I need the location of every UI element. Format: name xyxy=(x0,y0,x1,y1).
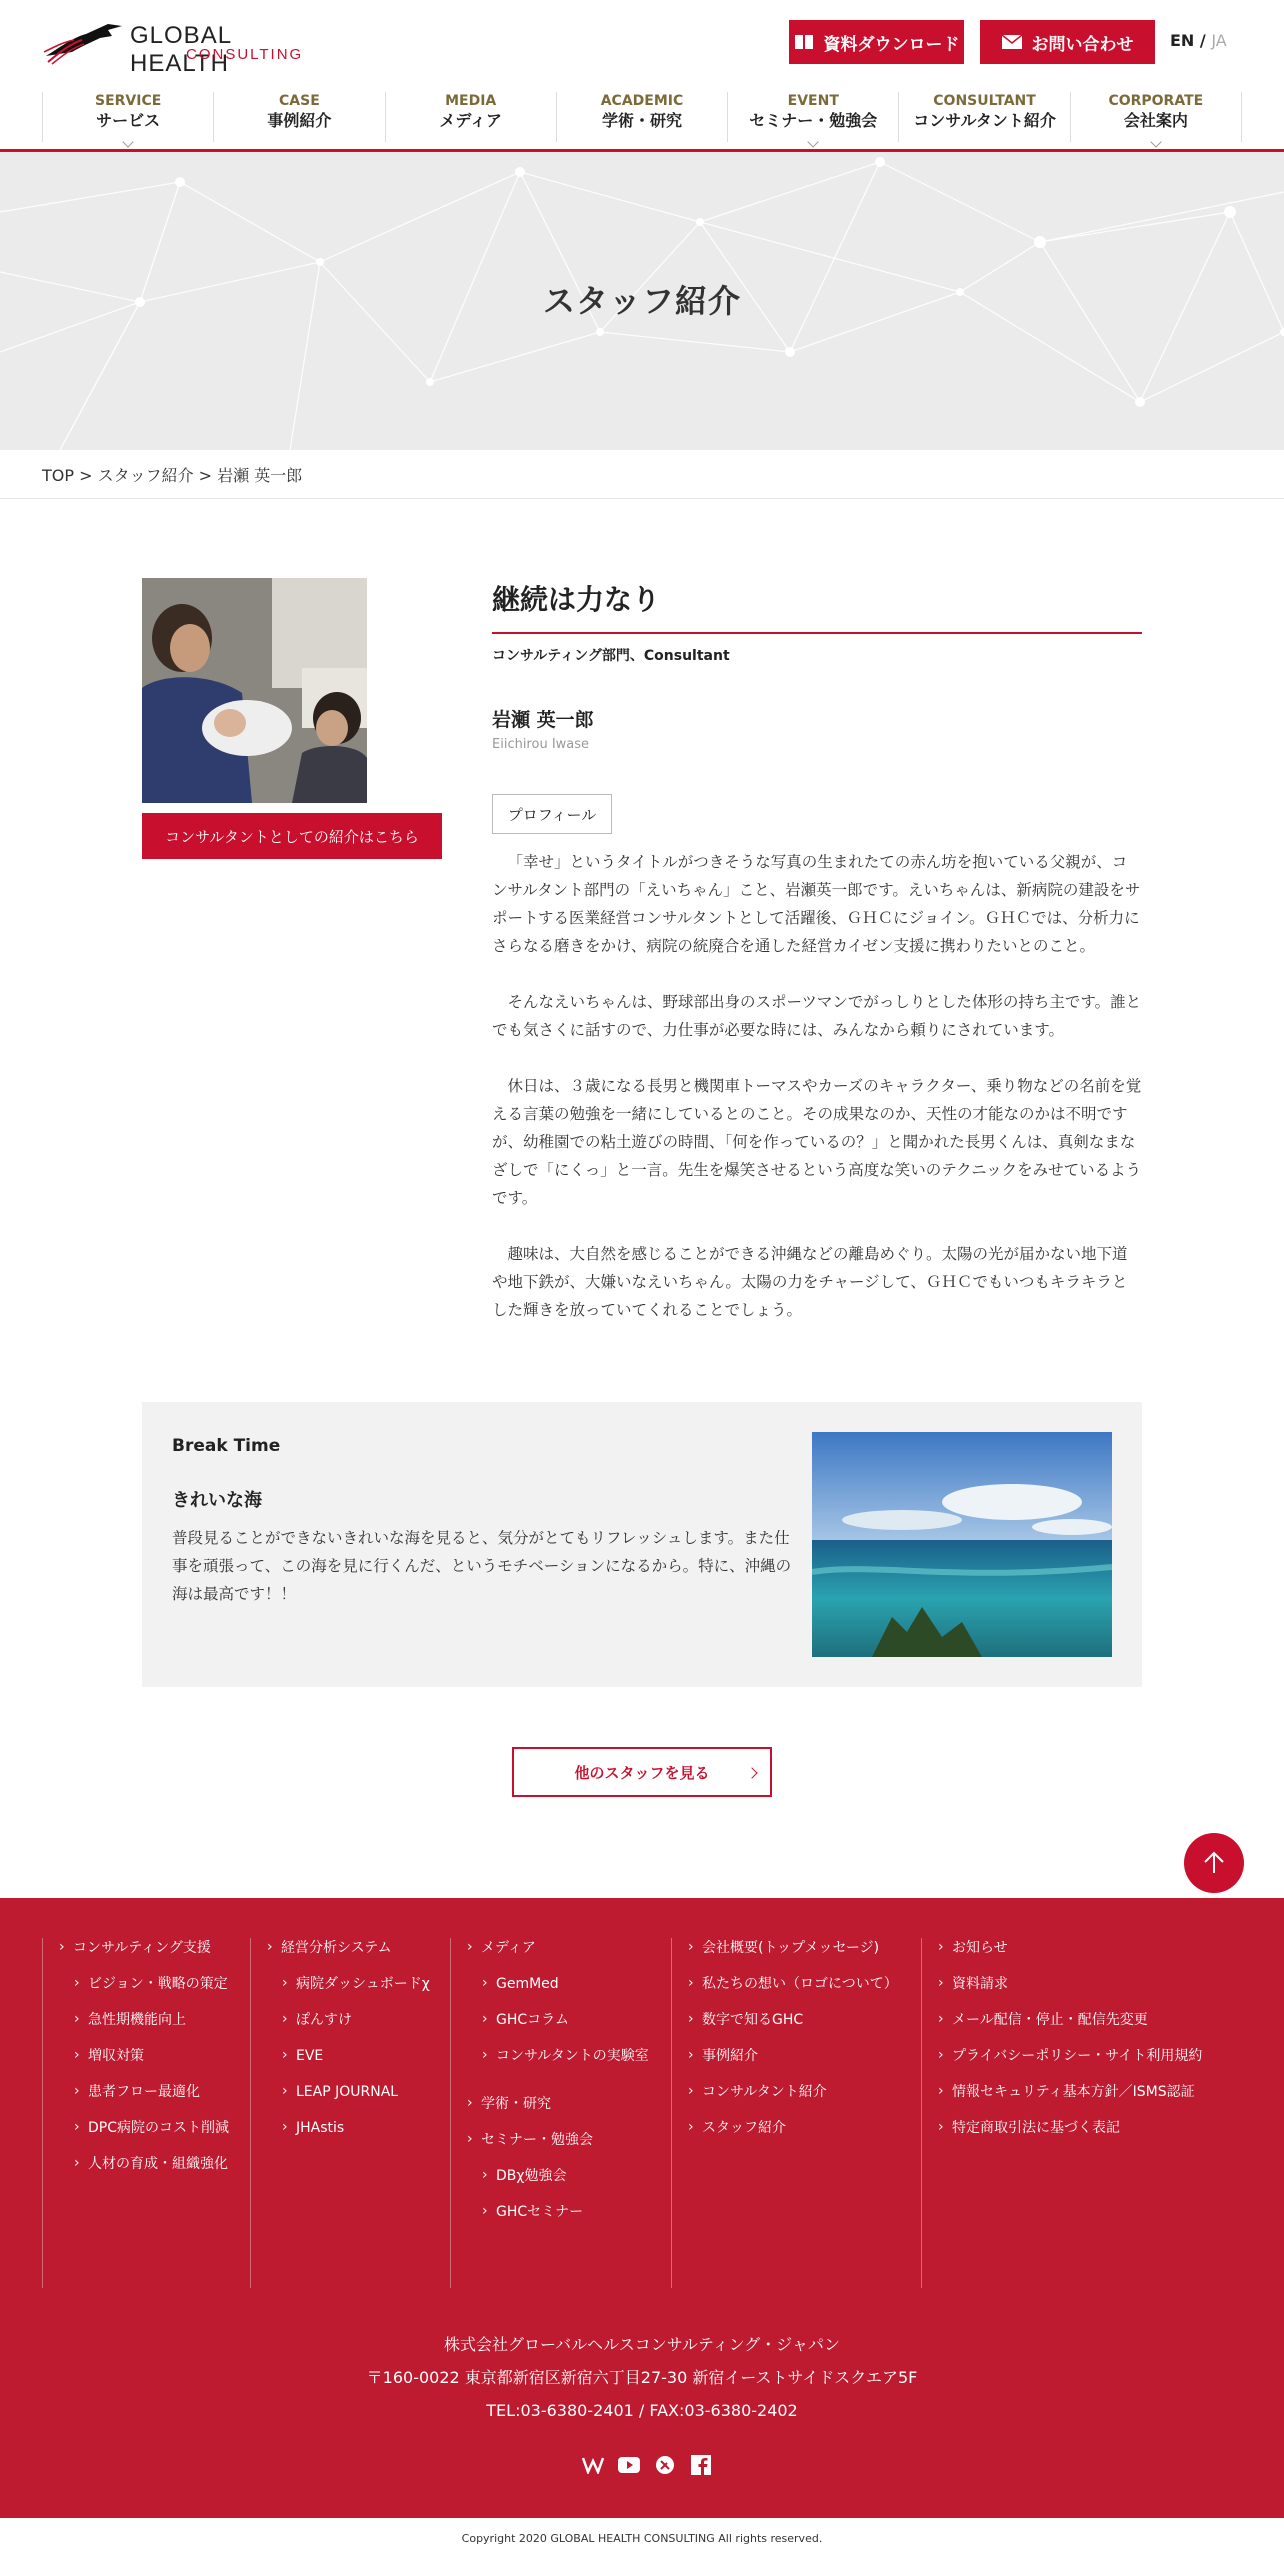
chevron-down-icon xyxy=(122,136,133,147)
consultant-profile-button[interactable]: コンサルタントとしての紹介はこちら xyxy=(142,813,442,859)
blog-icon[interactable] xyxy=(654,2454,676,2476)
social-links xyxy=(582,2454,712,2476)
page-title: スタッフ紹介 xyxy=(542,282,741,320)
profile-paragraph: そんなえいちゃんは、野球部出身のスポーツマンでがっしりとした体形の持ち主です。誰とでも気さくに話すので、力仕事が必要な時には、みんなから頼りにされています。 xyxy=(492,993,1142,1039)
profile-paragraph: 趣味は、大自然を感じることができる沖縄などの離島めぐり。太陽の光が届かない地下道や地下鉄が、大嫌いなえいちゃん。太陽の力をチャージして、ＧＨＣでもいつもキラキラとした輝きを放っていてくれることでしょう。 xyxy=(492,1245,1128,1319)
company-info xyxy=(0,2328,1284,2427)
divider xyxy=(0,498,1284,499)
footer-link[interactable]: › ぽんすけ xyxy=(282,2010,450,2030)
profile-body xyxy=(492,848,1142,1352)
footer-link[interactable]: › EVE xyxy=(282,2046,450,2066)
wordpress-icon[interactable] xyxy=(582,2454,604,2476)
book-icon xyxy=(794,33,814,51)
facebook-icon[interactable] xyxy=(690,2454,712,2476)
nav-jp-label: 学術・研究 xyxy=(601,111,682,130)
nav-en-label: CORPORATE xyxy=(1108,93,1204,109)
main-nav xyxy=(42,92,1242,142)
footer-column-company xyxy=(671,1938,921,2288)
footer-link[interactable]: › 経営分析システム xyxy=(267,1938,450,1958)
break-time-title: きれいな海 xyxy=(172,1490,262,1511)
nav-item-media[interactable] xyxy=(385,92,556,142)
footer-link[interactable]: › 人材の育成・組織強化 xyxy=(74,2154,250,2174)
nav-item-case[interactable] xyxy=(213,92,384,142)
footer-link[interactable]: › 学術・研究 xyxy=(467,2094,671,2114)
footer-link[interactable]: › DPC病院のコスト削減 xyxy=(74,2118,250,2138)
site-header xyxy=(0,0,1284,152)
break-time-text: 普段見ることができないきれいな海を見ると、気分がとてもリフレッシュします。また仕事を頑張って、この海を見に行くんだ、というモチベーションになるから。特に、沖縄の海は最高です！！ xyxy=(172,1529,792,1603)
staff-name-en: Eiichirou Iwase xyxy=(492,737,590,752)
staff-photo xyxy=(142,578,367,803)
footer-column-consulting xyxy=(42,1938,250,2288)
logo[interactable] xyxy=(42,16,312,77)
breadcrumb[interactable]: TOP > スタッフ紹介 > 岩瀬 英一郎 xyxy=(42,466,303,485)
chevron-down-icon xyxy=(1150,136,1161,147)
nav-jp-label: 事例紹介 xyxy=(267,111,332,130)
nav-en-label: ACADEMIC xyxy=(600,93,684,109)
footer-link[interactable]: › 急性期機能向上 xyxy=(74,2010,250,2030)
lang-en-link[interactable]: EN xyxy=(1170,31,1195,50)
footer-column-info xyxy=(921,1938,1224,2288)
nav-en-label: CASE xyxy=(279,93,320,109)
language-switcher xyxy=(1170,31,1227,50)
footer-link[interactable]: › メディア xyxy=(467,1938,671,1958)
profile-paragraph: 休日は、３歳になる長男と機関車トーマスやカーズのキャラクター、乗り物などの名前を覚える言葉の勉強を一緒にしているとのこと。その成果なのか、天性の才能なのかは不明ですが、幼稚園での粘土遊びの時間、「何を作っているの？」と聞かれた長男くんは、真剣なまなざしで「にくっ」と一言。先生を爆笑させるという高度な笑いのテクニックをみせているようです。 xyxy=(492,1077,1142,1207)
sea-photo-image xyxy=(812,1432,1112,1657)
logo-subtext: CONSULTING xyxy=(186,46,304,63)
department: コンサルティング部門、Consultant xyxy=(492,648,730,664)
nav-item-event[interactable] xyxy=(727,92,898,142)
nav-item-academic[interactable] xyxy=(556,92,727,142)
footer-link[interactable]: › 特定商取引法に基づく表記 xyxy=(938,2118,1224,2138)
download-button[interactable] xyxy=(789,20,964,64)
nav-jp-label: セミナー・勉強会 xyxy=(749,111,878,130)
footer-link[interactable]: › セミナー・勉強会 xyxy=(467,2130,671,2150)
footer-link[interactable]: › コンサルタントの実験室 xyxy=(482,2046,671,2066)
nav-jp-label: メディア xyxy=(439,111,503,130)
company-name: 株式会社グローバルヘルスコンサルティング・ジャパン xyxy=(443,2335,840,2354)
lang-ja-link[interactable]: JA xyxy=(1211,31,1227,50)
footer-column-systems xyxy=(250,1938,450,2288)
footer-link[interactable]: › プライバシーポリシー・サイト利用規約 xyxy=(938,2046,1224,2066)
break-time-photo xyxy=(812,1432,1112,1657)
footer-link[interactable]: › メール配信・停止・配信先変更 xyxy=(938,2010,1224,2030)
footer-column-media xyxy=(450,1938,671,2288)
nav-jp-label: コンサルタント紹介 xyxy=(913,111,1056,130)
footer-link[interactable]: › 患者フロー最適化 xyxy=(74,2082,250,2102)
footer-link[interactable]: › 数字で知るGHC xyxy=(688,2010,921,2030)
footer-link[interactable]: › LEAP JOURNAL xyxy=(282,2082,450,2102)
footer-link[interactable]: › GHCコラム xyxy=(482,2010,671,2030)
download-label: 資料ダウンロード xyxy=(823,34,960,55)
mail-icon xyxy=(1002,34,1022,50)
staff-name: 岩瀬 英一郎 xyxy=(492,709,594,731)
footer-link[interactable]: › 会社概要(トップメッセージ) xyxy=(688,1938,921,1958)
nav-en-label: MEDIA xyxy=(445,93,497,109)
copyright: Copyright 2020 GLOBAL HEALTH CONSULTING All rights reserved. xyxy=(461,2532,823,2545)
footer-link[interactable]: › 増収対策 xyxy=(74,2046,250,2066)
lang-separator: / xyxy=(1194,31,1212,50)
site-footer xyxy=(0,1898,1284,2518)
footer-link[interactable]: › JHAstis xyxy=(282,2118,450,2138)
contact-button[interactable] xyxy=(980,20,1155,64)
footer-link[interactable]: › コンサルティング支援 xyxy=(59,1938,250,1958)
other-staff-label: 他のスタッフを見る xyxy=(574,1763,710,1782)
footer-link[interactable]: › 事例紹介 xyxy=(688,2046,921,2066)
tab-profile[interactable]: プロフィール xyxy=(492,794,612,834)
nav-en-label: SERVICE xyxy=(94,93,162,109)
footer-link[interactable]: › 私たちの想い（ロゴについて） xyxy=(688,1974,921,1994)
break-time-label: Break Time xyxy=(172,1436,281,1456)
break-time-section xyxy=(142,1402,1142,1687)
nav-item-corporate[interactable] xyxy=(1070,92,1242,142)
chevron-down-icon xyxy=(808,136,819,147)
staff-photo-image xyxy=(142,578,367,803)
spacer xyxy=(467,2082,671,2094)
footer-link[interactable]: › GHCセミナー xyxy=(482,2202,671,2222)
profile-title: 継続は力なり xyxy=(492,578,1142,634)
company-address: 〒160-0022 東京都新宿区新宿六丁目27-30 新宿イーストサイドスクエア5F xyxy=(366,2368,918,2387)
footer-link[interactable]: › スタッフ紹介 xyxy=(688,2118,921,2138)
other-staff-button[interactable] xyxy=(512,1747,772,1797)
arrow-up-icon xyxy=(1203,1851,1225,1875)
footer-link[interactable]: › お知らせ xyxy=(938,1938,1224,1958)
logo-text: GLOBAL HEALTH xyxy=(130,22,232,77)
footer-link[interactable]: › 資料請求 xyxy=(938,1974,1224,1994)
nav-jp-label: 会社案内 xyxy=(1123,111,1188,130)
footer-link[interactable]: › 病院ダッシュボードχ xyxy=(282,1974,450,1994)
logo-mark-icon xyxy=(42,16,126,66)
company-phone: TEL:03-6380-2401 / FAX:03-6380-2402 xyxy=(486,2401,798,2420)
nav-en-label: EVENT xyxy=(787,93,839,109)
footer-link[interactable]: › 情報セキュリティ基本方針／ISMS認証 xyxy=(938,2082,1224,2102)
contact-label: お問い合わせ xyxy=(1031,34,1134,55)
footer-link[interactable]: › ビジョン・戦略の策定 xyxy=(74,1974,250,1994)
footer-link[interactable]: › DBχ勉強会 xyxy=(482,2166,671,2186)
footer-link[interactable]: › コンサルタント紹介 xyxy=(688,2082,921,2102)
nav-item-consultant[interactable] xyxy=(898,92,1069,142)
nav-en-label: CONSULTANT xyxy=(933,93,1036,109)
chevron-right-icon xyxy=(746,1767,757,1778)
youtube-icon[interactable] xyxy=(618,2454,640,2476)
nav-jp-label: サービス xyxy=(96,111,161,130)
footer-link[interactable]: › GemMed xyxy=(482,1974,671,1994)
nav-item-service[interactable] xyxy=(42,92,213,142)
page-hero xyxy=(0,152,1284,450)
profile-paragraph: 「幸せ」というタイトルがつきそうな写真の生まれたての赤ん坊を抱いている父親が、コンサルタント部門の「えいちゃん」こと、岩瀬英一郎です。えいちゃんは、新病院の建設をサポートする医業経営コンサルタントとして活躍後、ＧＨＣにジョイン。ＧＨＣでは、分析力にさらなる磨きをかけ、病院の統廃合を通した経営カイゼン支援に携わりたいとのこと。 xyxy=(492,853,1141,955)
back-to-top-button[interactable] xyxy=(1184,1833,1244,1893)
